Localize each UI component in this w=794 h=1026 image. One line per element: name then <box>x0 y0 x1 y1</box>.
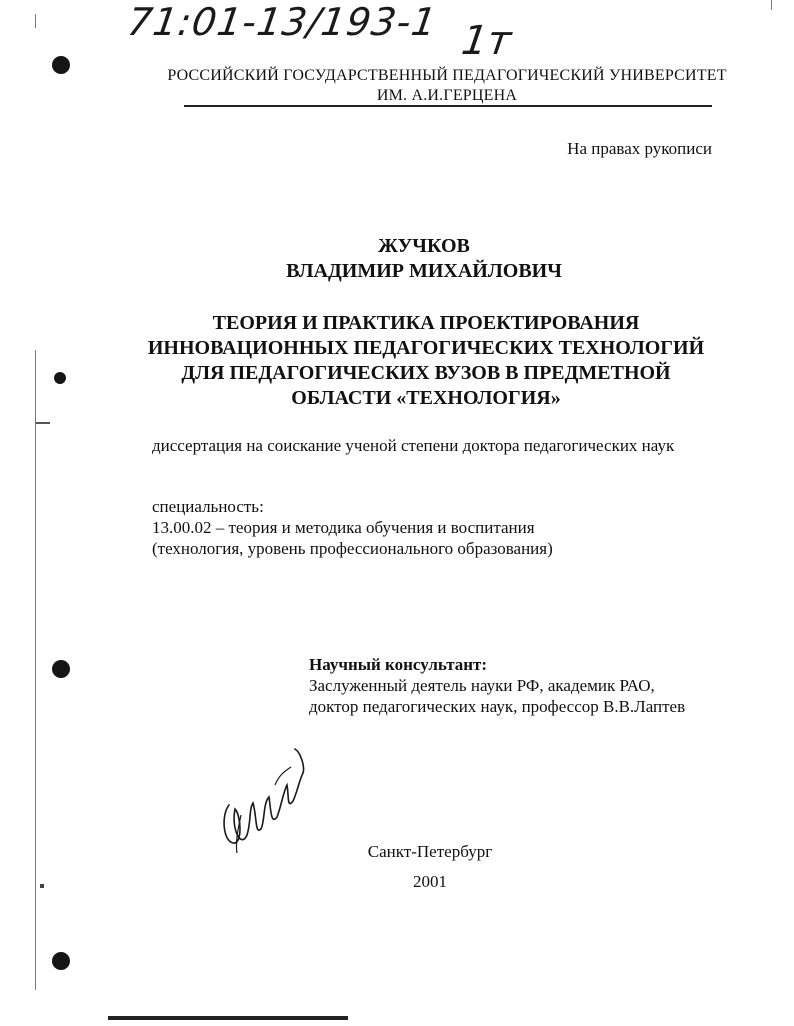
advisor-line-2: доктор педагогических наук, профессор В.В.Лаптев <box>309 697 686 716</box>
rights-notice: На правах рукописи <box>567 139 712 158</box>
institution-line-1: РОССИЙСКИЙ ГОСУДАРСТВЕННЫЙ ПЕДАГОГИЧЕСКИЙ УНИВЕРСИТЕТ <box>167 67 727 84</box>
title-line: ДЛЯ ПЕДАГОГИЧЕСКИХ ВУЗОВ В ПРЕДМЕТНОЙ <box>181 362 671 384</box>
punch-hole-icon <box>52 56 70 74</box>
punch-hole-icon <box>52 660 70 678</box>
specialty-detail: (технология, уровень профессионального образования) <box>152 539 553 558</box>
city: Санкт-Петербург <box>367 842 493 861</box>
scientific-advisor <box>309 654 685 717</box>
year: 2001 <box>413 872 447 891</box>
scan-mark <box>36 422 50 424</box>
title-line: ОБЛАСТИ «ТЕХНОЛОГИЯ» <box>291 387 561 409</box>
scan-mark <box>40 884 44 888</box>
advisor-line-1: Заслуженный деятель науки РФ, академик РАО, <box>309 676 655 695</box>
scan-edge-line <box>771 0 772 10</box>
author-surname: ЖУЧКОВ <box>378 235 470 257</box>
specialty-code: 13.00.02 – теория и методика обучения и воспитания <box>152 518 535 537</box>
handwritten-catalog-mark: 1т <box>458 18 514 64</box>
title-line: ТЕОРИЯ И ПРАКТИКА ПРОЕКТИРОВАНИЯ <box>212 312 640 334</box>
institution-line-2: ИМ. А.И.ГЕРЦЕНА <box>376 87 518 104</box>
institution-header <box>100 66 794 106</box>
title-line: ИННОВАЦИОННЫХ ПЕДАГОГИЧЕСКИХ ТЕХНОЛОГИЙ <box>147 337 705 359</box>
handwritten-catalog-code: 71:01-13/193-1 <box>124 0 440 44</box>
advisor-label: Научный консультант: <box>309 655 488 674</box>
author-given-names: ВЛАДИМИР МИХАЙЛОВИЧ <box>286 260 562 282</box>
scan-edge-line <box>35 350 36 990</box>
punch-hole-icon <box>54 372 66 384</box>
specialty-label: специальность: <box>152 497 264 516</box>
dissertation-title <box>0 311 794 411</box>
header-divider <box>184 105 712 107</box>
scan-bottom-bar <box>108 1016 348 1020</box>
degree-statement: диссертация на соискание ученой степени доктора педагогических наук <box>152 436 675 455</box>
specialty-block <box>152 496 553 559</box>
scan-edge-line <box>35 14 36 28</box>
author-name <box>0 234 794 284</box>
punch-hole-icon <box>52 952 70 970</box>
